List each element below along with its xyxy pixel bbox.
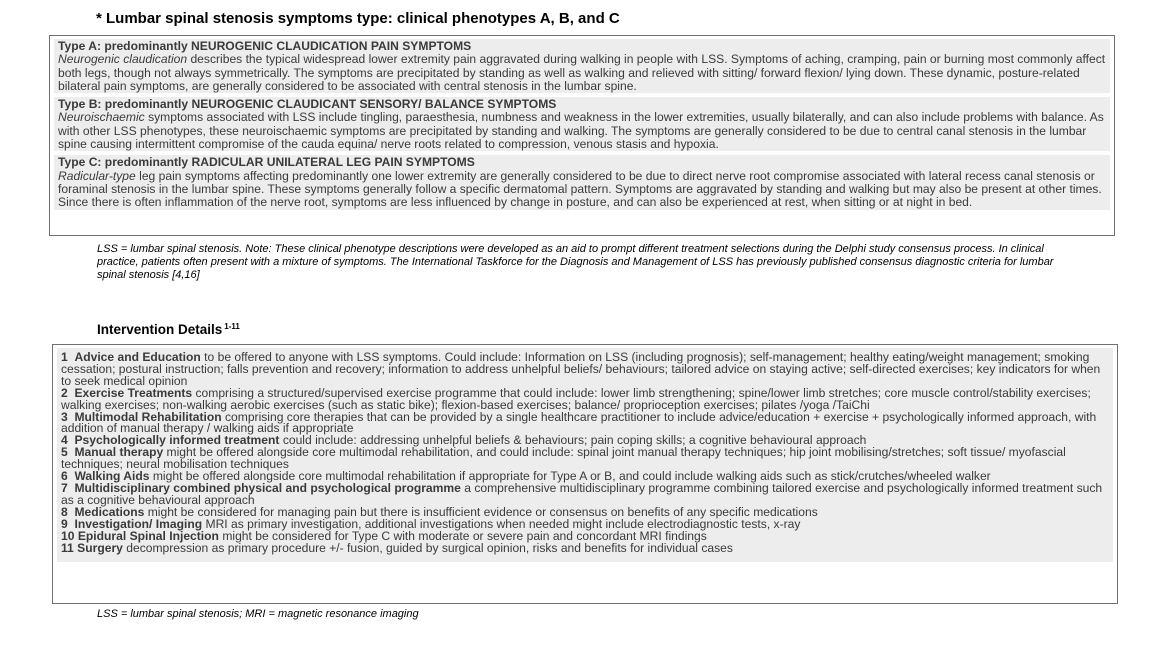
intervention-text: decompression as primary procedure +/- fusion, guided by surgical opinion, risks and benefits for individual cases [122,540,733,555]
intervention-name: Walking Aids [74,469,150,484]
intervention-number: 7 [61,480,68,495]
intervention-name: Exercise Treatments [74,385,193,400]
interventions-title [97,322,240,337]
intervention-text: might be considered for Type C with moderate or severe pain and concordant MRI findings [218,528,707,543]
intervention-item [61,447,1109,471]
phenotype-c-lead: Radicular-type [58,168,136,183]
interventions-footnote: LSS = lumbar spinal stenosis; MRI = magnetic resonance imaging [97,608,419,620]
intervention-text: might be offered alongside core multimodal rehabilitation, and could include: spinal joint manual therapy techniques; hip joint mobilising/stretches; soft tissue/ myofascial techniques; neural mobilisation techniques [61,445,1066,472]
intervention-name: Investigation/ Imaging [74,516,203,531]
phenotype-c-heading: Type C: predominantly RADICULAR UNILATERAL LEG PAIN SYMPTOMS [58,155,475,170]
intervention-number: 11 [61,540,74,555]
phenotype-a-body [58,53,1106,93]
phenotypes-box [49,35,1115,236]
phenotype-b-heading: Type B: predominantly NEUROGENIC CLAUDICANT SENSORY/ BALANCE SYMPTOMS [58,97,557,112]
intervention-number: 1 [61,350,68,364]
phenotype-a-text: describes the typical widespread lower extremity pain aggravated during walking in people with LSS. Symptoms of aching, cramping, pain or burning most commonly affect both legs, though not always symmetrically. The symptoms are precipitated by standing as well as walking and relieved with sitting/ forward flexion/ lying down. These dynamic, posture-related bilateral pain symptoms, are generally considered to be associated with central stenosis in the lumbar spine. [58,52,1106,93]
phenotype-b [54,97,1110,151]
intervention-name: Advice and Education [74,350,201,364]
intervention-name: Medications [74,504,145,519]
intervention-name: Manual therapy [74,445,164,460]
intervention-number: 3 [61,409,68,424]
interventions-box [52,344,1118,604]
intervention-item [61,540,1109,555]
phenotypes-footnote: LSS = lumbar spinal stenosis. Note: These clinical phenotype descriptions were developed as an aid to prompt different treatment selections during the Delphi study consensus process. In clinical practice, patients often present with a mixture of symptoms. The International Taskforce for the Diagnosis and Management of LSS has previously published consensus diagnostic criteria for lumbar spinal stenosis [4,16] [97,243,1054,282]
intervention-text: comprising core therapies that can be provided by a single healthcare practitioner to include advice/education + exercise + psychologically informed approach, with addition of manual therapy / walking aids if appropriate [61,409,1097,436]
intervention-number: 2 [61,385,68,400]
intervention-name: Multimodal Rehabilitation [74,409,222,424]
intervention-number: 4 [61,433,68,448]
intervention-number: 5 [61,445,68,460]
intervention-text: to be offered to anyone with LSS symptoms. Could include: Information on LSS (including prognosis); self-management; healthy eating/weight management; smoking cessation; postural instruction; falls prevention and recovery; information to address unhelpful beliefs/ behaviours; tailored advice on staying active; self-directed exercises; key indicators for when to seek medical opinion [61,350,1101,388]
page-title: * Lumbar spinal stenosis symptoms type: clinical phenotypes A, B, and C [96,10,620,27]
intervention-item [61,480,1109,507]
intervention-text: comprising a structured/supervised exercise programme that could include: lower limb strengthening; spine/lower limb stretches; core muscle control/stability exercises; walking exercises; non-walking aerobic exercises (such as static bike); flexion-based exercises; balance/ proprioception exercises; pilates /yoga /TaiChi [61,385,1091,412]
phenotype-b-text: symptoms associated with LSS include tingling, paraesthesia, numbness and weakness in the lower extremities, usually bilaterally, and can also include problems with balance. As with other LSS phenotypes, these neuroischaemic symptoms are precipitated by standing and walking. The symptoms are generally considered to be due to central canal stenosis in the lumbar spine causing intermittent compromise of the cauda equina/ nerve roots related to compression, venous stasis and hypoxia. [58,110,1104,152]
phenotype-c [54,155,1110,209]
intervention-text: might be offered alongside core multimodal rehabilitation if appropriate for Type A or B, and could include walking aids such as stick/crutches/wheeled walker [149,469,991,484]
intervention-text: could include: addressing unhelpful beliefs & behaviours; pain coping skills; a cognitive behavioural approach [279,433,867,448]
phenotype-c-body [58,170,1106,210]
phenotype-b-body [58,111,1106,151]
intervention-number: 9 [61,516,68,531]
intervention-name: Multidisciplinary combined physical and psychological programme [74,480,461,495]
intervention-item [61,409,1109,436]
phenotype-a-heading: Type A: predominantly NEUROGENIC CLAUDICATION PAIN SYMPTOMS [58,39,472,53]
phenotype-a-lead: Neurogenic claudication [58,52,188,67]
intervention-item [61,385,1109,412]
intervention-name: Epidural Spinal Injection [77,528,219,543]
intervention-text: MRI as primary investigation, additional investigations when needed might include electrodiagnostic tests, x-ray [202,516,801,531]
intervention-text: a comprehensive multidisciplinary programme combining tailored exercise and psychologically informed treatment such as a cognitive behavioural approach [61,480,1103,507]
interventions-title-sup: 1-11 [224,322,240,331]
intervention-name: Surgery [77,540,123,555]
intervention-number: 8 [61,504,68,519]
intervention-number: 6 [61,469,68,484]
phenotype-b-lead: Neuroischaemic [58,110,145,125]
intervention-text: might be considered for managing pain but there is insufficient evidence or consensus on benefits of any specific medications [144,504,818,519]
interventions-list [57,348,1113,562]
phenotype-a [54,39,1110,93]
phenotype-c-text: leg pain symptoms affecting predominantly one lower extremity are generally considered to be due to direct nerve root compromise associated with lateral recess canal stenosis or foraminal stenosis in the lumbar spine. These symptoms generally follow a specific dermatomal pattern. Symptoms are aggravated by standing and walking but may also be present at other times. Since there is often inflammation of the nerve root, symptoms are less influenced by change in posture, and can also be experienced at rest, when sitting or at night in bed. [58,168,1102,210]
intervention-number: 10 [61,528,75,543]
intervention-item [61,352,1109,388]
interventions-title-text: Intervention Details [97,322,223,337]
intervention-name: Psychologically informed treatment [74,433,280,448]
